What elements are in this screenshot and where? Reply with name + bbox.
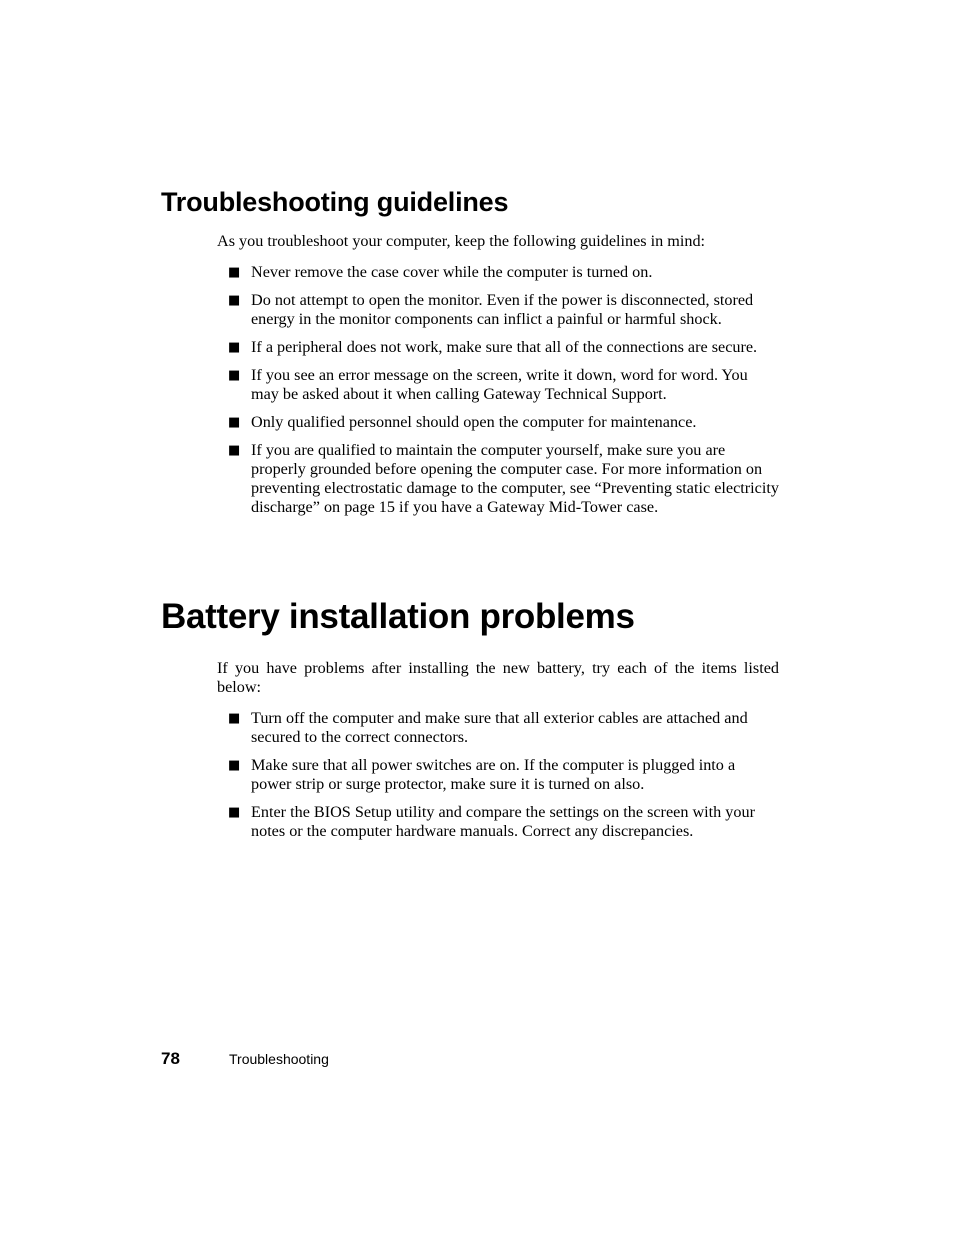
square-bullet-icon: ■ <box>228 265 241 280</box>
footer-section-title: Troubleshooting <box>229 1051 329 1067</box>
square-bullet-icon: ■ <box>228 711 241 726</box>
list-item <box>217 803 779 840</box>
list-item <box>217 366 779 403</box>
guidelines-list <box>217 263 779 526</box>
list-item-text: If you are qualified to maintain the computer yourself, make sure you are properly grounded before opening the computer case. For more information on preventing electrostatic damage to the computer, see “Preventing static electricity discharge” on page 15 if you have a Gateway Mid-Tower case. <box>251 441 779 516</box>
list-item <box>217 709 779 746</box>
page-number: 78 <box>161 1049 180 1068</box>
battery-intro: If you have problems after installing the new battery, try each of the items listed below: <box>217 659 779 696</box>
square-bullet-icon: ■ <box>228 415 241 431</box>
square-bullet-icon: ■ <box>228 293 241 309</box>
list-item <box>217 413 779 432</box>
square-bullet-icon: ■ <box>228 368 241 384</box>
guidelines-intro: As you troubleshoot your computer, keep the following guidelines in mind: <box>217 232 706 250</box>
list-item-text: Turn off the computer and make sure that all exterior cables are attached and secured to the correct connectors. <box>251 709 748 746</box>
list-item-text: Make sure that all power switches are on. If the computer is plugged into a power strip or surge protector, make sure it is turned on also. <box>251 755 736 793</box>
list-item-text: Enter the BIOS Setup utility and compare the settings on the screen with your notes or the computer hardware manuals. Correct any discrepancies. <box>251 802 755 840</box>
list-item-text: If you see an error message on the screen, write it down, word for word. You may be asked about it when calling Gateway Technical Support. <box>251 366 748 404</box>
section-heading-troubleshooting-guidelines: Troubleshooting guidelines <box>161 187 509 217</box>
square-bullet-icon: ■ <box>228 804 241 820</box>
list-item <box>217 291 779 328</box>
square-bullet-icon: ■ <box>228 340 241 356</box>
battery-list <box>217 709 779 850</box>
list-item <box>217 338 779 357</box>
square-bullet-icon: ■ <box>228 443 241 459</box>
square-bullet-icon: ■ <box>228 757 241 773</box>
list-item <box>217 756 779 793</box>
section-heading-battery-installation-problems: Battery installation problems <box>161 597 635 636</box>
list-item-text: Do not attempt to open the monitor. Even if the power is disconnected, stored energy in the monitor components can inflict a painful or harmful shock. <box>251 291 754 328</box>
list-item <box>217 263 779 282</box>
list-item-text: Only qualified personnel should open the computer for maintenance. <box>251 413 697 432</box>
list-item-text: If a peripheral does not work, make sure that all of the connections are secure. <box>251 338 758 357</box>
list-item-text: Never remove the case cover while the computer is turned on. <box>251 263 653 281</box>
list-item <box>217 441 779 516</box>
